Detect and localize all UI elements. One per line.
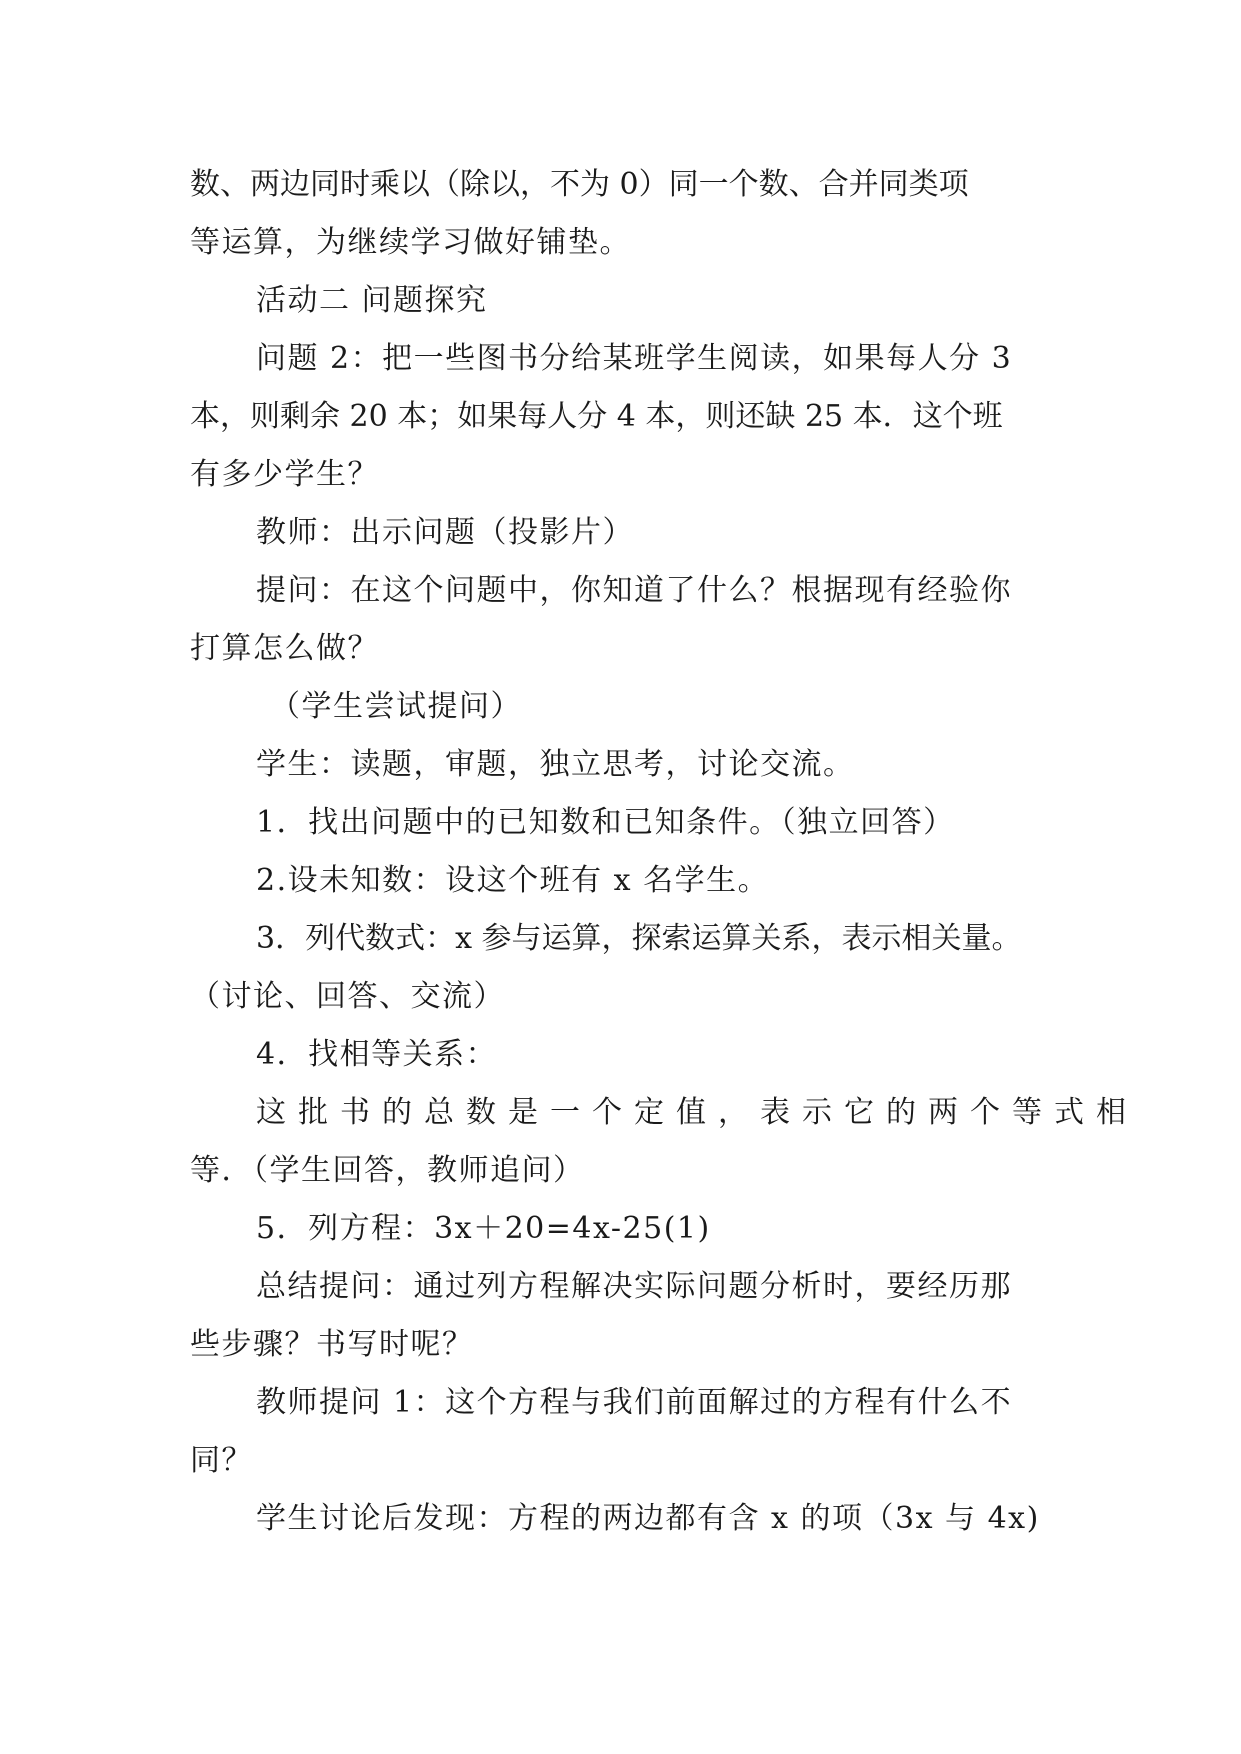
text-line: 问题 2：把一些图书分给某班学生阅读，如果每人分 3: [256, 341, 1013, 376]
text-line: 等．（学生回答，教师追问）: [190, 1153, 585, 1188]
text-line: 学生讨论后发现：方程的两边都有含 x 的项（3x 与 4x): [256, 1501, 1040, 1536]
text-line: 学生：读题，审题，独立思考，讨论交流。: [256, 747, 855, 782]
list-item: 5．列方程：3x＋20=4x-25(1): [256, 1211, 711, 1246]
text-line: 教师提问 1：这个方程与我们前面解过的方程有什么不: [256, 1385, 1013, 1420]
text-line: 些步骤？书写时呢？: [190, 1327, 474, 1362]
list-item: 4．找相等关系：: [256, 1037, 498, 1072]
text-line: 等运算，为继续学习做好铺垫。: [190, 225, 631, 260]
text-line: 本，则剩余 20 本；如果每人分 4 本，则还缺 25 本．这个班: [190, 399, 1003, 434]
list-item: 2.设未知数：设这个班有 x 名学生。: [256, 863, 770, 898]
text-line: 提问：在这个问题中，你知道了什么？根据现有经验你: [256, 573, 1012, 608]
text-line: （学生尝试提问）: [270, 689, 522, 724]
text-line: 这批书的总数是一个定值，表示它的两个等式相: [256, 1095, 1138, 1130]
document-page: [190, 156, 1138, 1548]
text-line: 打算怎么做？: [190, 631, 379, 666]
text-line: 教师：出示问题（投影片）: [256, 515, 634, 550]
text-line: （讨论、回答、交流）: [190, 979, 505, 1014]
text-line: 总结提问：通过列方程解决实际问题分析时，要经历那: [256, 1269, 1012, 1304]
text-line: 有多少学生？: [190, 457, 379, 492]
section-heading: 活动二 问题探究: [256, 283, 488, 318]
text-line: 数、两边同时乘以（除以，不为 0）同一个数、合并同类项: [190, 167, 969, 202]
list-item: 1．找出问题中的已知数和已知条件。（独立回答）: [256, 805, 955, 840]
text-line: 同？: [190, 1443, 253, 1478]
list-item: 3．列代数式：x 参与运算，探索运算关系，表示相关量。: [256, 921, 1022, 956]
